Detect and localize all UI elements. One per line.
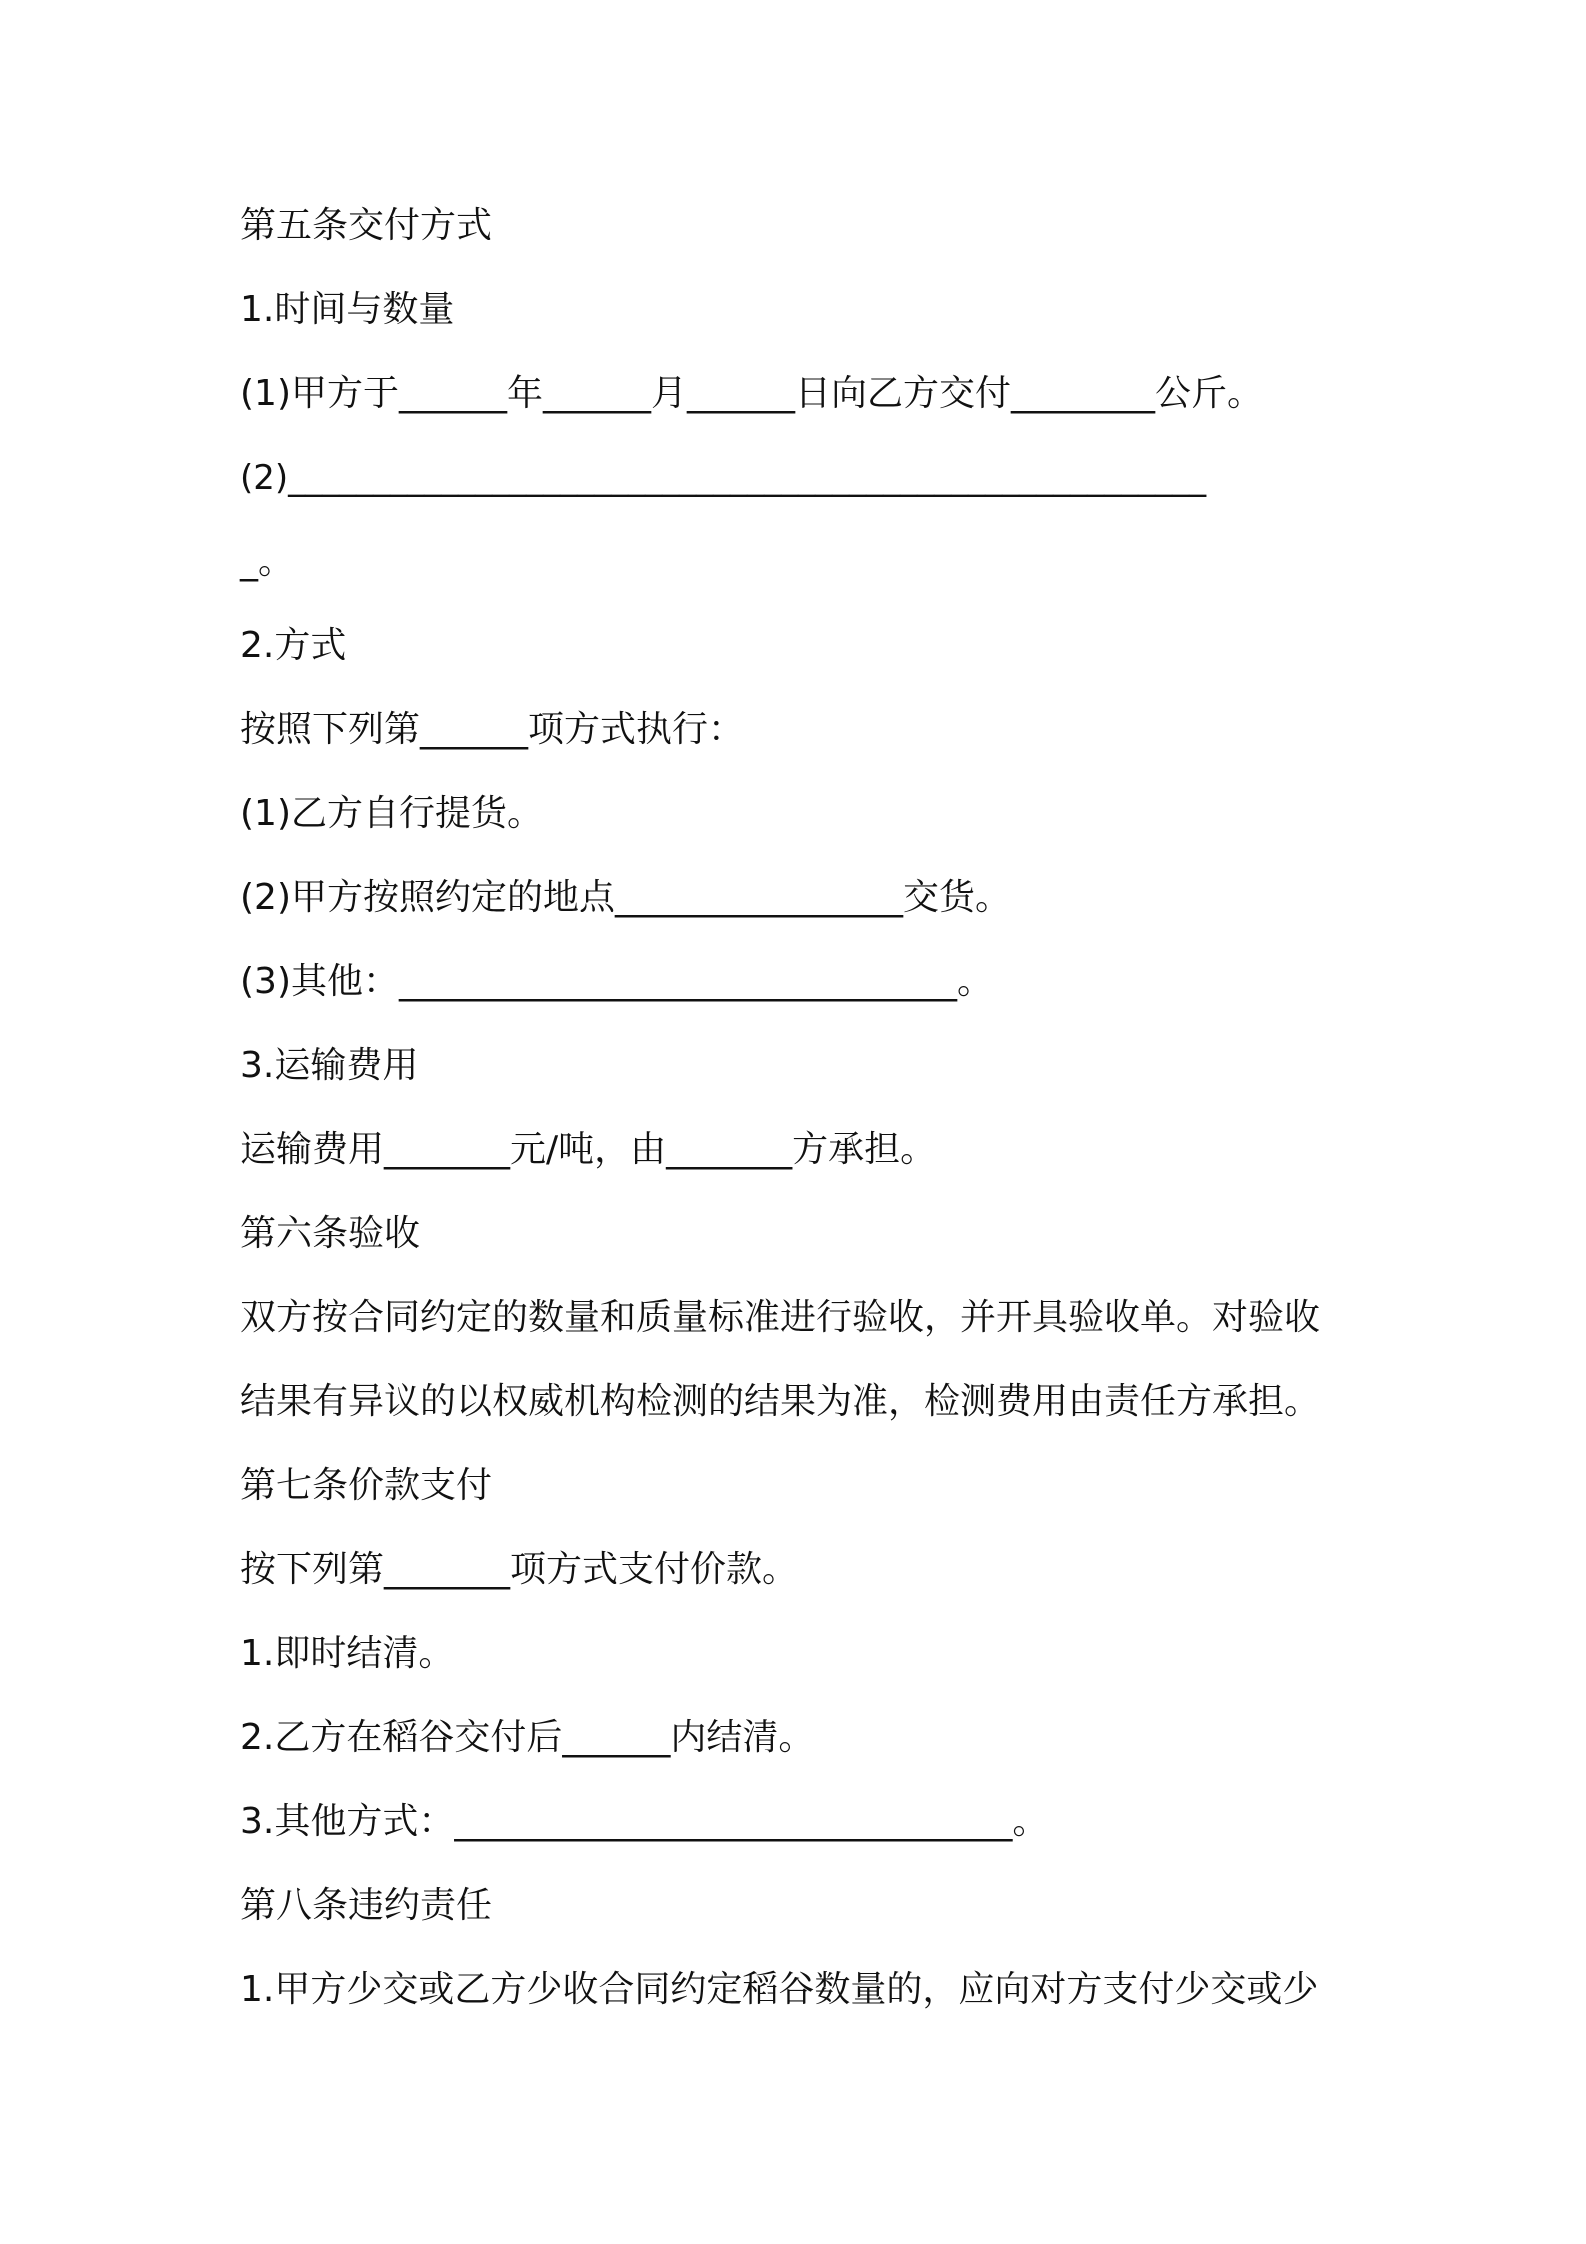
payment-selection-line: 按下列第_______项方式支付价款。 [240, 1549, 799, 1590]
payment-option-2: 2.乙方在稻谷交付后______内结清。 [240, 1717, 815, 1758]
acceptance-paragraph-line-1: 双方按合同约定的数量和质量标准进行验收，并开具验收单。对验收 [240, 1297, 1321, 1338]
delivery-other-clause: (2)______________________________________________________ [240, 458, 1207, 498]
payment-option-1: 1.即时结清。 [240, 1633, 455, 1674]
section-method-heading: 2.方式 [240, 625, 347, 666]
method-selection-line: 按照下列第______项方式执行： [240, 709, 745, 750]
article-8-heading: 第八条违约责任 [240, 1885, 493, 1926]
method-option-1: (1)乙方自行提货。 [240, 793, 543, 834]
delivery-other-clause-end: _。 [240, 541, 295, 582]
acceptance-paragraph-line-2: 结果有异议的以权威机构检测的结果为准，检测费用由责任方承担。 [240, 1381, 1321, 1422]
transport-cost-clause: 运输费用_______元/吨，由_______方承担。 [240, 1129, 937, 1170]
delivery-date-clause: (1)甲方于______年______月______日向乙方交付________公斤。 [240, 373, 1263, 414]
method-option-2: (2)甲方按照约定的地点________________交货。 [240, 877, 1011, 918]
section-time-quantity-heading: 1.时间与数量 [240, 289, 455, 330]
method-option-3: (3)其他：_______________________________。 [240, 961, 993, 1002]
article-5-heading: 第五条交付方式 [240, 205, 493, 246]
article-6-heading: 第六条验收 [240, 1213, 421, 1254]
section-transport-cost-heading: 3.运输费用 [240, 1045, 419, 1086]
article-7-heading: 第七条价款支付 [240, 1465, 493, 1506]
payment-option-3: 3.其他方式：_______________________________。 [240, 1801, 1049, 1842]
liability-clause-1: 1.甲方少交或乙方少收合同约定稻谷数量的，应向对方支付少交或少 [240, 1969, 1319, 2010]
